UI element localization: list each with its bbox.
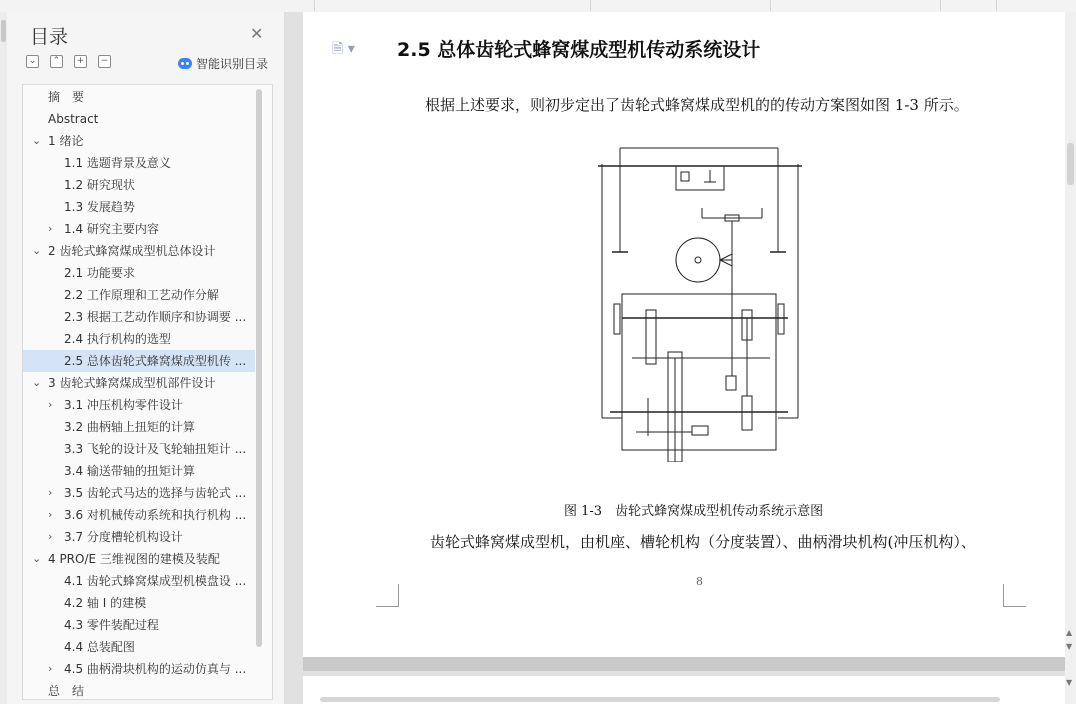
toc-item-label: 4.1 齿轮式蜂窝煤成型机模盘设 ... bbox=[64, 574, 247, 588]
toc-item-label: 2.5 总体齿轮式蜂窝煤成型机传 ... bbox=[64, 354, 247, 368]
toc-item-label: 摘 要 bbox=[48, 90, 85, 104]
toc-item[interactable] bbox=[23, 240, 255, 262]
scroll-down-icon[interactable]: ▼ bbox=[1066, 678, 1073, 687]
chevron-right-icon[interactable]: › bbox=[48, 222, 53, 235]
toc-item[interactable] bbox=[23, 592, 255, 614]
chevron-right-icon[interactable]: › bbox=[48, 508, 53, 521]
toc-item-label: 总 结 bbox=[48, 684, 85, 698]
toc-item-label: 2.2 工作原理和工艺动作分解 bbox=[64, 288, 219, 302]
horizontal-scrollbar[interactable] bbox=[320, 697, 1000, 702]
toc-item[interactable] bbox=[23, 108, 255, 130]
chevron-right-icon[interactable]: › bbox=[48, 486, 53, 499]
crop-mark-right bbox=[1003, 584, 1026, 607]
toc-item-label: 4.2 轴 I 的建模 bbox=[64, 596, 147, 610]
toc-item-label: 2.3 根据工艺动作顺序和协调要 ... bbox=[64, 310, 247, 324]
toc-item-label: 4.3 零件装配过程 bbox=[64, 618, 159, 632]
toc-item[interactable] bbox=[23, 328, 255, 350]
toc-item[interactable] bbox=[23, 284, 255, 306]
toc-item[interactable] bbox=[23, 438, 255, 460]
toc-item[interactable] bbox=[23, 570, 255, 592]
vertical-scrollbar-thumb[interactable] bbox=[1067, 143, 1074, 185]
transmission-diagram bbox=[592, 146, 804, 462]
toc-item[interactable] bbox=[23, 130, 255, 152]
toc-scrollbar-thumb[interactable] bbox=[256, 89, 262, 647]
section-heading: 2.5 总体齿轮式蜂窝煤成型机传动系统设计 bbox=[397, 39, 761, 61]
toc-item[interactable] bbox=[23, 482, 255, 504]
toc-item[interactable] bbox=[23, 152, 255, 174]
page-menu-icon[interactable]: 🗎 ▾ bbox=[332, 41, 355, 57]
toc-item[interactable] bbox=[23, 504, 255, 526]
toc-item-label: 4 PRO/E 三维视图的建模及装配 bbox=[48, 552, 220, 566]
toc-edge-bar[interactable] bbox=[0, 12, 7, 704]
toc-item[interactable] bbox=[23, 526, 255, 548]
scroll-down-icon[interactable]: ▼ bbox=[1066, 642, 1073, 651]
toc-item-label: Abstract bbox=[48, 112, 99, 126]
chevron-down-icon[interactable]: ⌄ bbox=[32, 552, 42, 565]
toc-item-label: 1.1 选题背景及意义 bbox=[64, 156, 171, 170]
toc-item-label: 3.6 对机械传动系统和执行机构 ... bbox=[64, 508, 247, 522]
smart-toc-button[interactable] bbox=[178, 55, 268, 72]
toc-item[interactable] bbox=[23, 636, 255, 658]
toc-item-label: 3.5 齿轮式马达的选择与齿轮式 ... bbox=[64, 486, 247, 500]
toc-item[interactable] bbox=[23, 86, 255, 108]
remove-level-button[interactable]: − bbox=[98, 55, 111, 68]
toc-item-label: 3.3 飞轮的设计及飞轮轴扭矩计 ... bbox=[64, 442, 247, 456]
toc-item-label: 1 绪论 bbox=[48, 134, 84, 148]
collapse-all-button[interactable]: ⌄ bbox=[26, 55, 39, 68]
close-icon[interactable]: ✕ bbox=[250, 24, 264, 43]
figure-caption: 图 1-3 齿轮式蜂窝煤成型机传动系统示意图 bbox=[564, 504, 824, 519]
toc-item[interactable] bbox=[23, 350, 255, 372]
toc-item-label: 3 齿轮式蜂窝煤成型机部件设计 bbox=[48, 376, 216, 390]
toolbar-divider bbox=[770, 0, 771, 11]
paragraph-body: 齿轮式蜂窝煤成型机，由机座、槽轮机构（分度装置）、曲柄滑块机构(冲压机构）、 bbox=[430, 533, 976, 551]
toolbar-divider bbox=[590, 0, 591, 11]
toc-item[interactable] bbox=[23, 614, 255, 636]
toolbar-divider bbox=[314, 0, 315, 11]
toc-item-label: 1.3 发展趋势 bbox=[64, 200, 135, 214]
page-gap bbox=[303, 657, 1065, 671]
toolbar-divider bbox=[940, 0, 941, 11]
chevron-down-icon[interactable]: ⌄ bbox=[32, 244, 42, 257]
toc-item-label: 3.1 冲压机构零件设计 bbox=[64, 398, 183, 412]
toc-item[interactable] bbox=[23, 680, 255, 700]
scroll-up-icon[interactable]: ▲ bbox=[1066, 628, 1073, 637]
chevron-right-icon[interactable]: › bbox=[48, 530, 53, 543]
toolbar-divider bbox=[996, 0, 997, 11]
paragraph-intro: 根据上述要求，则初步定出了齿轮式蜂窝煤成型机的的传动方案图如图 1-3 所示。 bbox=[425, 96, 969, 114]
toc-edge-handle[interactable] bbox=[1, 20, 6, 42]
toc-item[interactable] bbox=[23, 548, 255, 570]
chevron-down-icon[interactable]: ⌄ bbox=[32, 376, 42, 389]
toc-item-label: 2.4 执行机构的选型 bbox=[64, 332, 171, 346]
toc-item[interactable] bbox=[23, 416, 255, 438]
toc-item[interactable] bbox=[23, 658, 255, 680]
add-level-button[interactable]: + bbox=[74, 55, 87, 68]
toc-title: 目录 bbox=[30, 26, 69, 48]
toc-item-label: 1.2 研究现状 bbox=[64, 178, 135, 192]
toc-item[interactable] bbox=[23, 394, 255, 416]
toc-item[interactable] bbox=[23, 196, 255, 218]
toc-item[interactable] bbox=[23, 372, 255, 394]
toc-item-label: 3.4 输送带轴的扭矩计算 bbox=[64, 464, 195, 478]
toc-item-label: 3.7 分度槽轮机构设计 bbox=[64, 530, 183, 544]
toc-list bbox=[22, 84, 273, 700]
toc-item[interactable] bbox=[23, 306, 255, 328]
robot-icon bbox=[178, 58, 192, 69]
chevron-right-icon[interactable]: › bbox=[48, 662, 53, 675]
page-number: 8 bbox=[696, 575, 703, 588]
toc-item-label: 2 齿轮式蜂窝煤成型机总体设计 bbox=[48, 244, 216, 258]
crop-mark-left bbox=[376, 584, 399, 607]
toc-item-label: 2.1 功能要求 bbox=[64, 266, 135, 280]
chevron-down-icon[interactable]: ⌄ bbox=[32, 134, 42, 147]
expand-up-button[interactable]: ⌃ bbox=[50, 55, 63, 68]
toc-item[interactable] bbox=[23, 460, 255, 482]
toc-item[interactable] bbox=[23, 174, 255, 196]
toc-item-label: 4.4 总装配图 bbox=[64, 640, 135, 654]
vertical-scrollbar[interactable] bbox=[1065, 12, 1076, 704]
toc-item[interactable] bbox=[23, 218, 255, 240]
toc-item-label: 3.2 曲柄轴上扭矩的计算 bbox=[64, 420, 195, 434]
toc-item-label: 1.4 研究主要内容 bbox=[64, 222, 159, 236]
smart-toc-label: 智能识别目录 bbox=[196, 57, 269, 71]
toc-item[interactable] bbox=[23, 262, 255, 284]
toc-item-label: 4.5 曲柄滑块机构的运动仿真与 ... bbox=[64, 662, 247, 676]
chevron-right-icon[interactable]: › bbox=[48, 398, 53, 411]
